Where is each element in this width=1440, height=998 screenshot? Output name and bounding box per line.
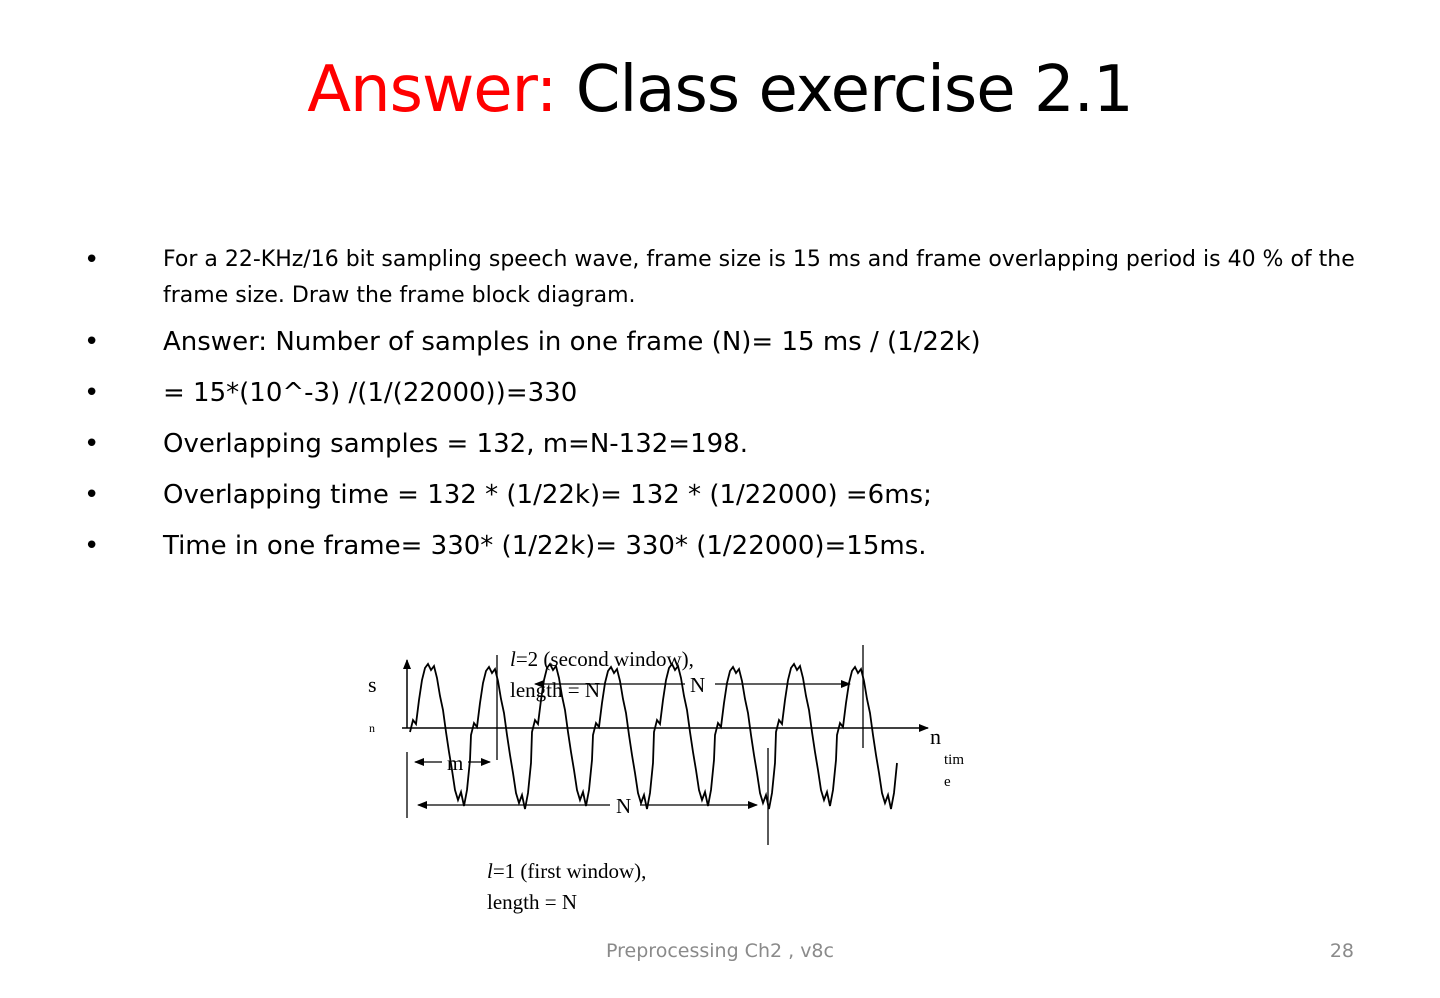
bullet-item [84, 377, 1364, 409]
x-axis-time-label-2: e [944, 774, 951, 790]
bullet-text: Overlapping samples = 132, m=N-132=198. [163, 429, 748, 459]
bullet-dot: • [84, 429, 100, 459]
bullet-dot: • [84, 245, 100, 275]
window1-caption-line1 [487, 859, 646, 883]
title-text: Class exercise 2.1 [556, 53, 1133, 127]
window2-caption-line1 [510, 647, 694, 671]
window2-l-symbol: l [510, 647, 516, 671]
bullet-text: Overlapping time = 132 * (1/22k)= 132 * (1/22000) =6ms; [163, 480, 932, 510]
page-number: 28 [1329, 940, 1354, 962]
bullet-item [84, 530, 1364, 562]
bullet-list [84, 242, 1364, 581]
y-axis-sub-label: n [369, 721, 375, 735]
x-axis-time-label-1: tim [944, 752, 965, 768]
window2-caption-rest: =2 (second window), [515, 647, 694, 671]
bullet-item [84, 326, 1364, 358]
frame-block-diagram [360, 640, 980, 930]
bullet-dot: • [84, 480, 100, 510]
title-accent: Answer: [307, 53, 557, 127]
window2-caption-line2: length = N [510, 678, 600, 702]
shift-m-label: m [447, 751, 464, 775]
bullet-text: = 15*(10^-3) /(1/(22000))=330 [163, 378, 578, 408]
window1-n-label: N [616, 794, 632, 818]
frame-diagram-svg [360, 640, 980, 930]
bullet-item [84, 242, 1364, 314]
bullet-text: Answer: Number of samples in one frame (N)= 15 ms / (1/22k) [163, 327, 981, 357]
window1-caption-rest: =1 (first window), [492, 859, 647, 883]
bullet-item [84, 428, 1364, 460]
footer-text: Preprocessing Ch2 , v8c [606, 940, 834, 962]
bullet-dot: • [84, 378, 100, 408]
slide-title [0, 50, 1440, 130]
bullet-text: For a 22-KHz/16 bit sampling speech wave, frame size is 15 ms and frame overlapping period is 40 % of the frame size. Draw the frame block diagram. [163, 247, 1355, 308]
bullet-dot: • [84, 327, 100, 357]
window2-n-label: N [690, 673, 706, 697]
bullet-text: Time in one frame= 330* (1/22k)= 330* (1/22000)=15ms. [163, 531, 927, 561]
window1-caption-line2: length = N [487, 890, 577, 914]
x-axis-label: n [930, 724, 941, 749]
speech-waveform [410, 664, 897, 809]
y-axis-label: s [368, 672, 377, 697]
bullet-dot: • [84, 531, 100, 561]
bullet-item [84, 479, 1364, 511]
window1-l-symbol: l [487, 859, 493, 883]
